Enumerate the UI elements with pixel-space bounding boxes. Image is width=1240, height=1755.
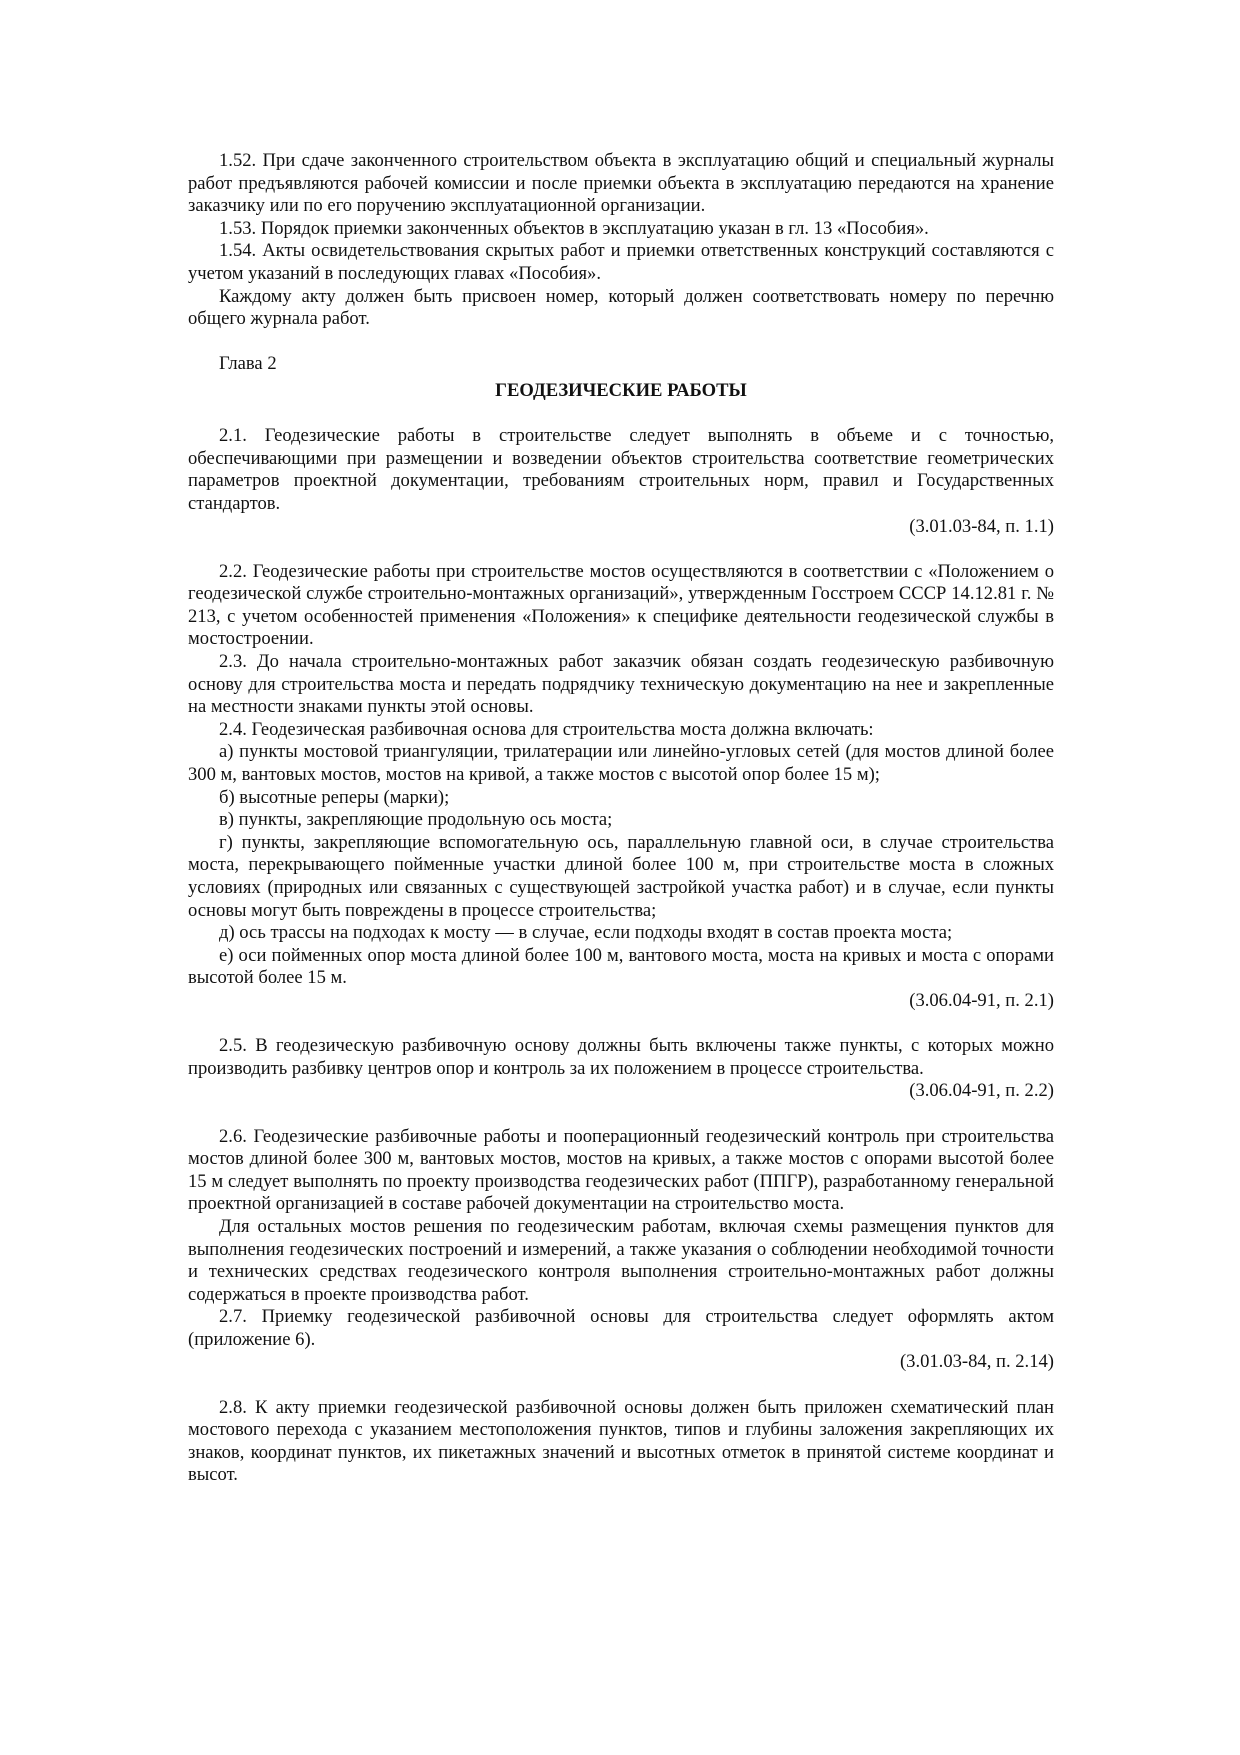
reference-2-4: (3.06.04-91, п. 2.1) [909,989,1054,1011]
list-item-2-4-g: г) пункты, закрепляющие вспомогательную ось, параллельную главной оси, в случае строительства моста, перекрывающего пойменные участки длиной более 100 м, при строительстве моста в сложных условиях (природных или связанных с существующей застройкой участка работ) и в случае, если пункты основы могут быть повреждены в процессе строительства; [188,831,1054,921]
paragraph-2-5: 2.5. В геодезическую разбивочную основу должны быть включены также пункты, с которых можно производить разбивку центров опор и контроль за их положением в процессе строительства. [188,1035,1054,1079]
list-item-2-4-d: д) ось трассы на подходах к мосту — в случае, если подходы входят в состав проекта моста; [219,922,953,944]
chapter-title: ГЕОДЕЗИЧЕСКИЕ РАБОТЫ [495,379,747,401]
list-item-2-4-b: б) высотные реперы (марки); [219,786,450,808]
reference-2-1: (3.01.03-84, п. 1.1) [909,515,1054,537]
paragraph-2-2: 2.2. Геодезические работы при строительстве мостов осуществляются в соответствии с «Положением о геодезической службе строительно-монтажных организаций», утвержденным Госстроем СССР 14.12.81 г. № 213, с учетом особенностей применения «Положения» к специфике деятельности геодезической службы в мостостроении. [188,560,1054,650]
reference-2-7: (3.01.03-84, п. 2.14) [899,1351,1054,1373]
paragraph-2-6-other-bridges: Для остальных мостов решения по геодезическим работам, включая схемы размещения пунктов для выполнения геодезических построений и измерений, а также указания о соблюдении необходимой точности и технических средствах геодезического контроля выполнения строительно-монтажных работ должны содержаться в проекте производства работ. [188,1215,1054,1305]
document-page [188,150,1054,1487]
paragraph-2-1: 2.1. Геодезические работы в строительстве следует выполнять в объеме и с точностью, обеспечивающими при размещении и возведении объектов строительства соответствие геометрических параметров проектной документации, требованиям строительных норм, правил и Государственных стандартов. [188,425,1054,514]
list-item-2-4-v: в) пункты, закрепляющие продольную ось моста; [219,809,613,831]
paragraph-act-number: Каждому акту должен быть присвоен номер, который должен соответствовать номеру по перечню общего журнала работ. [188,285,1054,330]
paragraph-1-54: 1.54. Акты освидетельствования скрытых работ и приемки ответственных конструкций составляются с учетом указаний в последующих главах «Пособия». [188,240,1054,284]
paragraph-1-53: 1.53. Порядок приемки законченных объектов в эксплуатацию указан в гл. 13 «Пособия». [219,217,929,239]
paragraph-2-3: 2.3. До начала строительно-монтажных работ заказчик обязан создать геодезическую разбивочную основу для строительства моста и передать подрядчику техническую документацию на нее и закрепленные на местности знаками пункты этой основы. [188,651,1054,718]
paragraph-1-52: 1.52. При сдаче законченного строительством объекта в эксплуатацию общий и специальный журналы работ предъявляются рабочей комиссии и после приемки объекта в эксплуатацию передаются на хранение заказчику или по его поручению эксплуатационной организации. [188,150,1054,217]
paragraph-2-6: 2.6. Геодезические разбивочные работы и пооперационный геодезический контроль при строительства мостов длиной более 300 м, вантовых мостов, мостов на кривых, а также мостов с опорами высотой более 15 м следует выполнять по проекту производства геодезических работ (ППГР), разработанному генеральной проектной организацией в составе рабочей документации на строительство моста. [188,1125,1054,1215]
chapter-label: Глава 2 [219,353,277,375]
list-item-2-4-a: а) пункты мостовой триангуляции, трилатерации или линейно-угловых сетей (для мостов длиной более 300 м, вантовых мостов, мостов на кривой, а также мостов с высотой опор более 15 м); [188,741,1054,786]
paragraph-2-4: 2.4. Геодезическая разбивочная основа для строительства моста должна включать: [219,718,874,740]
reference-2-5: (3.06.04-91, п. 2.2) [909,1080,1054,1102]
paragraph-2-8: 2.8. К акту приемки геодезической разбивочной основы должен быть приложен схематический план мостового перехода с указанием местоположения пунктов, типов и глубины заложения закрепляющих их знаков, координат пунктов, их пикетажных значений и высотных отметок в принятой системе координат и высот. [188,1396,1054,1486]
paragraph-2-7: 2.7. Приемку геодезической разбивочной основы для строительства следует оформлять актом (приложение 6). [188,1306,1054,1350]
list-item-2-4-e: е) оси пойменных опор моста длиной более 100 м, вантового моста, моста на кривых и моста с опорами высотой более 15 м. [188,944,1054,989]
